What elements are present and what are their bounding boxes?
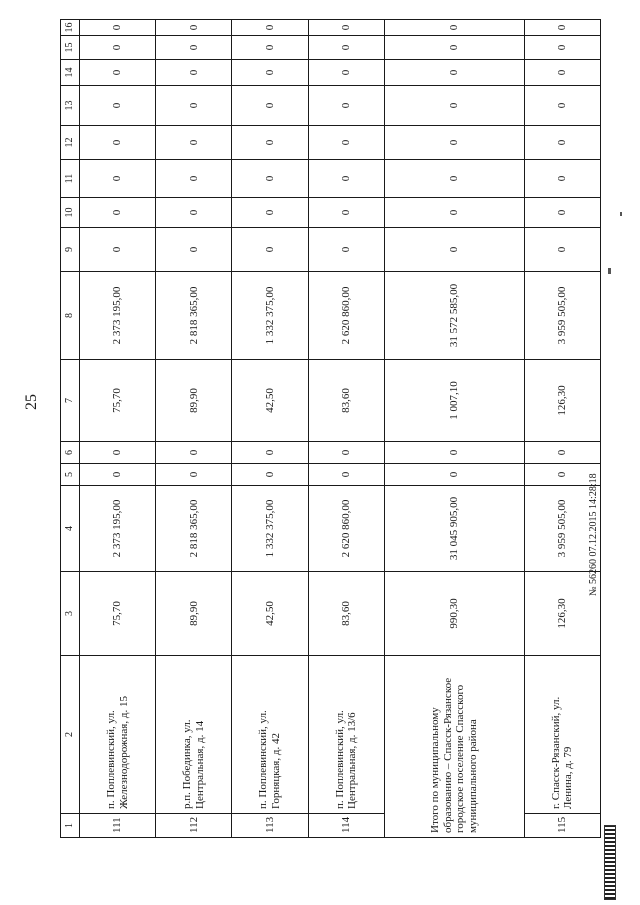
value-cell-c3: 75,70 xyxy=(80,572,156,656)
address-cell: п. Поплевинский, ул. Железнодорожная, д. 15 xyxy=(80,656,156,814)
value-cell-c4: 1 332 375,00 xyxy=(232,486,308,572)
value-cell-c14: 0 xyxy=(524,60,600,86)
value-cell-c9: 0 xyxy=(156,228,232,272)
value-cell-c5: 0 xyxy=(80,464,156,486)
column-number: 13 xyxy=(61,86,80,126)
value-cell-c16: 0 xyxy=(524,20,600,36)
value-cell-c12: 0 xyxy=(156,126,232,160)
column-number: 3 xyxy=(61,572,80,656)
value-cell-c16: 0 xyxy=(80,20,156,36)
barcode-stamp-icon xyxy=(604,825,616,900)
value-cell-c5: 0 xyxy=(232,464,308,486)
column-number: 10 xyxy=(61,198,80,228)
value-cell-c11: 0 xyxy=(232,160,308,198)
value-cell-c14: 0 xyxy=(308,60,384,86)
column-number: 12 xyxy=(61,126,80,160)
row-number-cell: 111 xyxy=(80,814,156,838)
value-cell-c7: 83,60 xyxy=(308,360,384,442)
value-cell-c8: 3 959 505,00 xyxy=(524,272,600,360)
table-row xyxy=(80,20,156,838)
value-cell-c3: 126,30 xyxy=(524,572,600,656)
value-cell-c4: 2 620 860,00 xyxy=(308,486,384,572)
row-number-cell: 115 xyxy=(524,814,600,838)
value-cell-c6: 0 xyxy=(308,442,384,464)
value-cell-c11: 0 xyxy=(80,160,156,198)
table-row xyxy=(308,20,384,838)
page-number: 25 xyxy=(23,394,40,410)
scan-mark-icon xyxy=(620,212,622,216)
value-cell-c14: 0 xyxy=(232,60,308,86)
data-table xyxy=(60,19,601,838)
value-cell-c8: 2 620 860,00 xyxy=(308,272,384,360)
value-cell-c11: 0 xyxy=(384,160,524,198)
value-cell-c13: 0 xyxy=(232,86,308,126)
address-cell: п. Поплевинский, ул. Горняцкая, д. 42 xyxy=(232,656,308,814)
value-cell-c9: 0 xyxy=(232,228,308,272)
value-cell-c11: 0 xyxy=(308,160,384,198)
address-cell: р.п. Побединка, ул. Центральная, д. 14 xyxy=(156,656,232,814)
value-cell-c7: 126,30 xyxy=(524,360,600,442)
value-cell-c12: 0 xyxy=(384,126,524,160)
value-cell-c10: 0 xyxy=(384,198,524,228)
column-number: 5 xyxy=(61,464,80,486)
column-number: 11 xyxy=(61,160,80,198)
value-cell-c8: 2 373 195,00 xyxy=(80,272,156,360)
value-cell-c6: 0 xyxy=(384,442,524,464)
scan-mark-icon xyxy=(608,268,611,274)
address-cell: п. Поплевинский, ул. Центральная, д. 13/6 xyxy=(308,656,384,814)
value-cell-c10: 0 xyxy=(524,198,600,228)
value-cell-c9: 0 xyxy=(524,228,600,272)
subtotal-label-cell: Итого по муниципальному образованию – Спасск-Рязанское городское поселение Спасского муниципального района xyxy=(384,656,524,838)
value-cell-c16: 0 xyxy=(156,20,232,36)
value-cell-c15: 0 xyxy=(156,36,232,60)
row-number-cell: 114 xyxy=(308,814,384,838)
value-cell-c5: 0 xyxy=(156,464,232,486)
value-cell-c4: 31 045 905,00 xyxy=(384,486,524,572)
value-cell-c8: 31 572 585,00 xyxy=(384,272,524,360)
value-cell-c12: 0 xyxy=(524,126,600,160)
registration-stamp: № 56260 07.12.2015 14:28:18 xyxy=(588,473,599,596)
value-cell-c15: 0 xyxy=(80,36,156,60)
value-cell-c12: 0 xyxy=(308,126,384,160)
value-cell-c7: 1 007,10 xyxy=(384,360,524,442)
value-cell-c8: 1 332 375,00 xyxy=(232,272,308,360)
column-number: 6 xyxy=(61,442,80,464)
value-cell-c11: 0 xyxy=(156,160,232,198)
value-cell-c13: 0 xyxy=(80,86,156,126)
table-container xyxy=(60,20,601,838)
value-cell-c5: 0 xyxy=(384,464,524,486)
value-cell-c15: 0 xyxy=(524,36,600,60)
value-cell-c6: 0 xyxy=(232,442,308,464)
value-cell-c9: 0 xyxy=(384,228,524,272)
value-cell-c12: 0 xyxy=(232,126,308,160)
value-cell-c11: 0 xyxy=(524,160,600,198)
column-number: 1 xyxy=(61,814,80,838)
value-cell-c9: 0 xyxy=(308,228,384,272)
value-cell-c4: 3 959 505,00 xyxy=(524,486,600,572)
column-number: 7 xyxy=(61,360,80,442)
value-cell-c16: 0 xyxy=(308,20,384,36)
column-number: 9 xyxy=(61,228,80,272)
value-cell-c7: 75,70 xyxy=(80,360,156,442)
column-number-row xyxy=(61,20,80,838)
column-number: 14 xyxy=(61,60,80,86)
column-number: 4 xyxy=(61,486,80,572)
value-cell-c5: 0 xyxy=(524,464,600,486)
value-cell-c14: 0 xyxy=(156,60,232,86)
value-cell-c14: 0 xyxy=(80,60,156,86)
value-cell-c16: 0 xyxy=(384,20,524,36)
value-cell-c4: 2 818 365,00 xyxy=(156,486,232,572)
value-cell-c15: 0 xyxy=(232,36,308,60)
value-cell-c6: 0 xyxy=(524,442,600,464)
value-cell-c14: 0 xyxy=(384,60,524,86)
value-cell-c7: 89,90 xyxy=(156,360,232,442)
subtotal-row xyxy=(384,20,524,838)
address-cell: г. Спасск-Рязанский, ул. Ленина, д. 79 xyxy=(524,656,600,814)
value-cell-c3: 83,60 xyxy=(308,572,384,656)
value-cell-c6: 0 xyxy=(80,442,156,464)
value-cell-c15: 0 xyxy=(308,36,384,60)
value-cell-c10: 0 xyxy=(156,198,232,228)
value-cell-c16: 0 xyxy=(232,20,308,36)
value-cell-c13: 0 xyxy=(156,86,232,126)
value-cell-c13: 0 xyxy=(384,86,524,126)
value-cell-c13: 0 xyxy=(524,86,600,126)
value-cell-c3: 990,30 xyxy=(384,572,524,656)
column-number: 16 xyxy=(61,20,80,36)
value-cell-c8: 2 818 365,00 xyxy=(156,272,232,360)
value-cell-c9: 0 xyxy=(80,228,156,272)
value-cell-c13: 0 xyxy=(308,86,384,126)
value-cell-c15: 0 xyxy=(384,36,524,60)
value-cell-c3: 42,50 xyxy=(232,572,308,656)
value-cell-c5: 0 xyxy=(308,464,384,486)
row-number-cell: 112 xyxy=(156,814,232,838)
value-cell-c10: 0 xyxy=(232,198,308,228)
value-cell-c6: 0 xyxy=(156,442,232,464)
value-cell-c10: 0 xyxy=(308,198,384,228)
value-cell-c7: 42,50 xyxy=(232,360,308,442)
value-cell-c10: 0 xyxy=(80,198,156,228)
value-cell-c3: 89,90 xyxy=(156,572,232,656)
value-cell-c4: 2 373 195,00 xyxy=(80,486,156,572)
column-number: 15 xyxy=(61,36,80,60)
table-row xyxy=(156,20,232,838)
column-number: 2 xyxy=(61,656,80,814)
table-row xyxy=(232,20,308,838)
value-cell-c12: 0 xyxy=(80,126,156,160)
row-number-cell: 113 xyxy=(232,814,308,838)
column-number: 8 xyxy=(61,272,80,360)
